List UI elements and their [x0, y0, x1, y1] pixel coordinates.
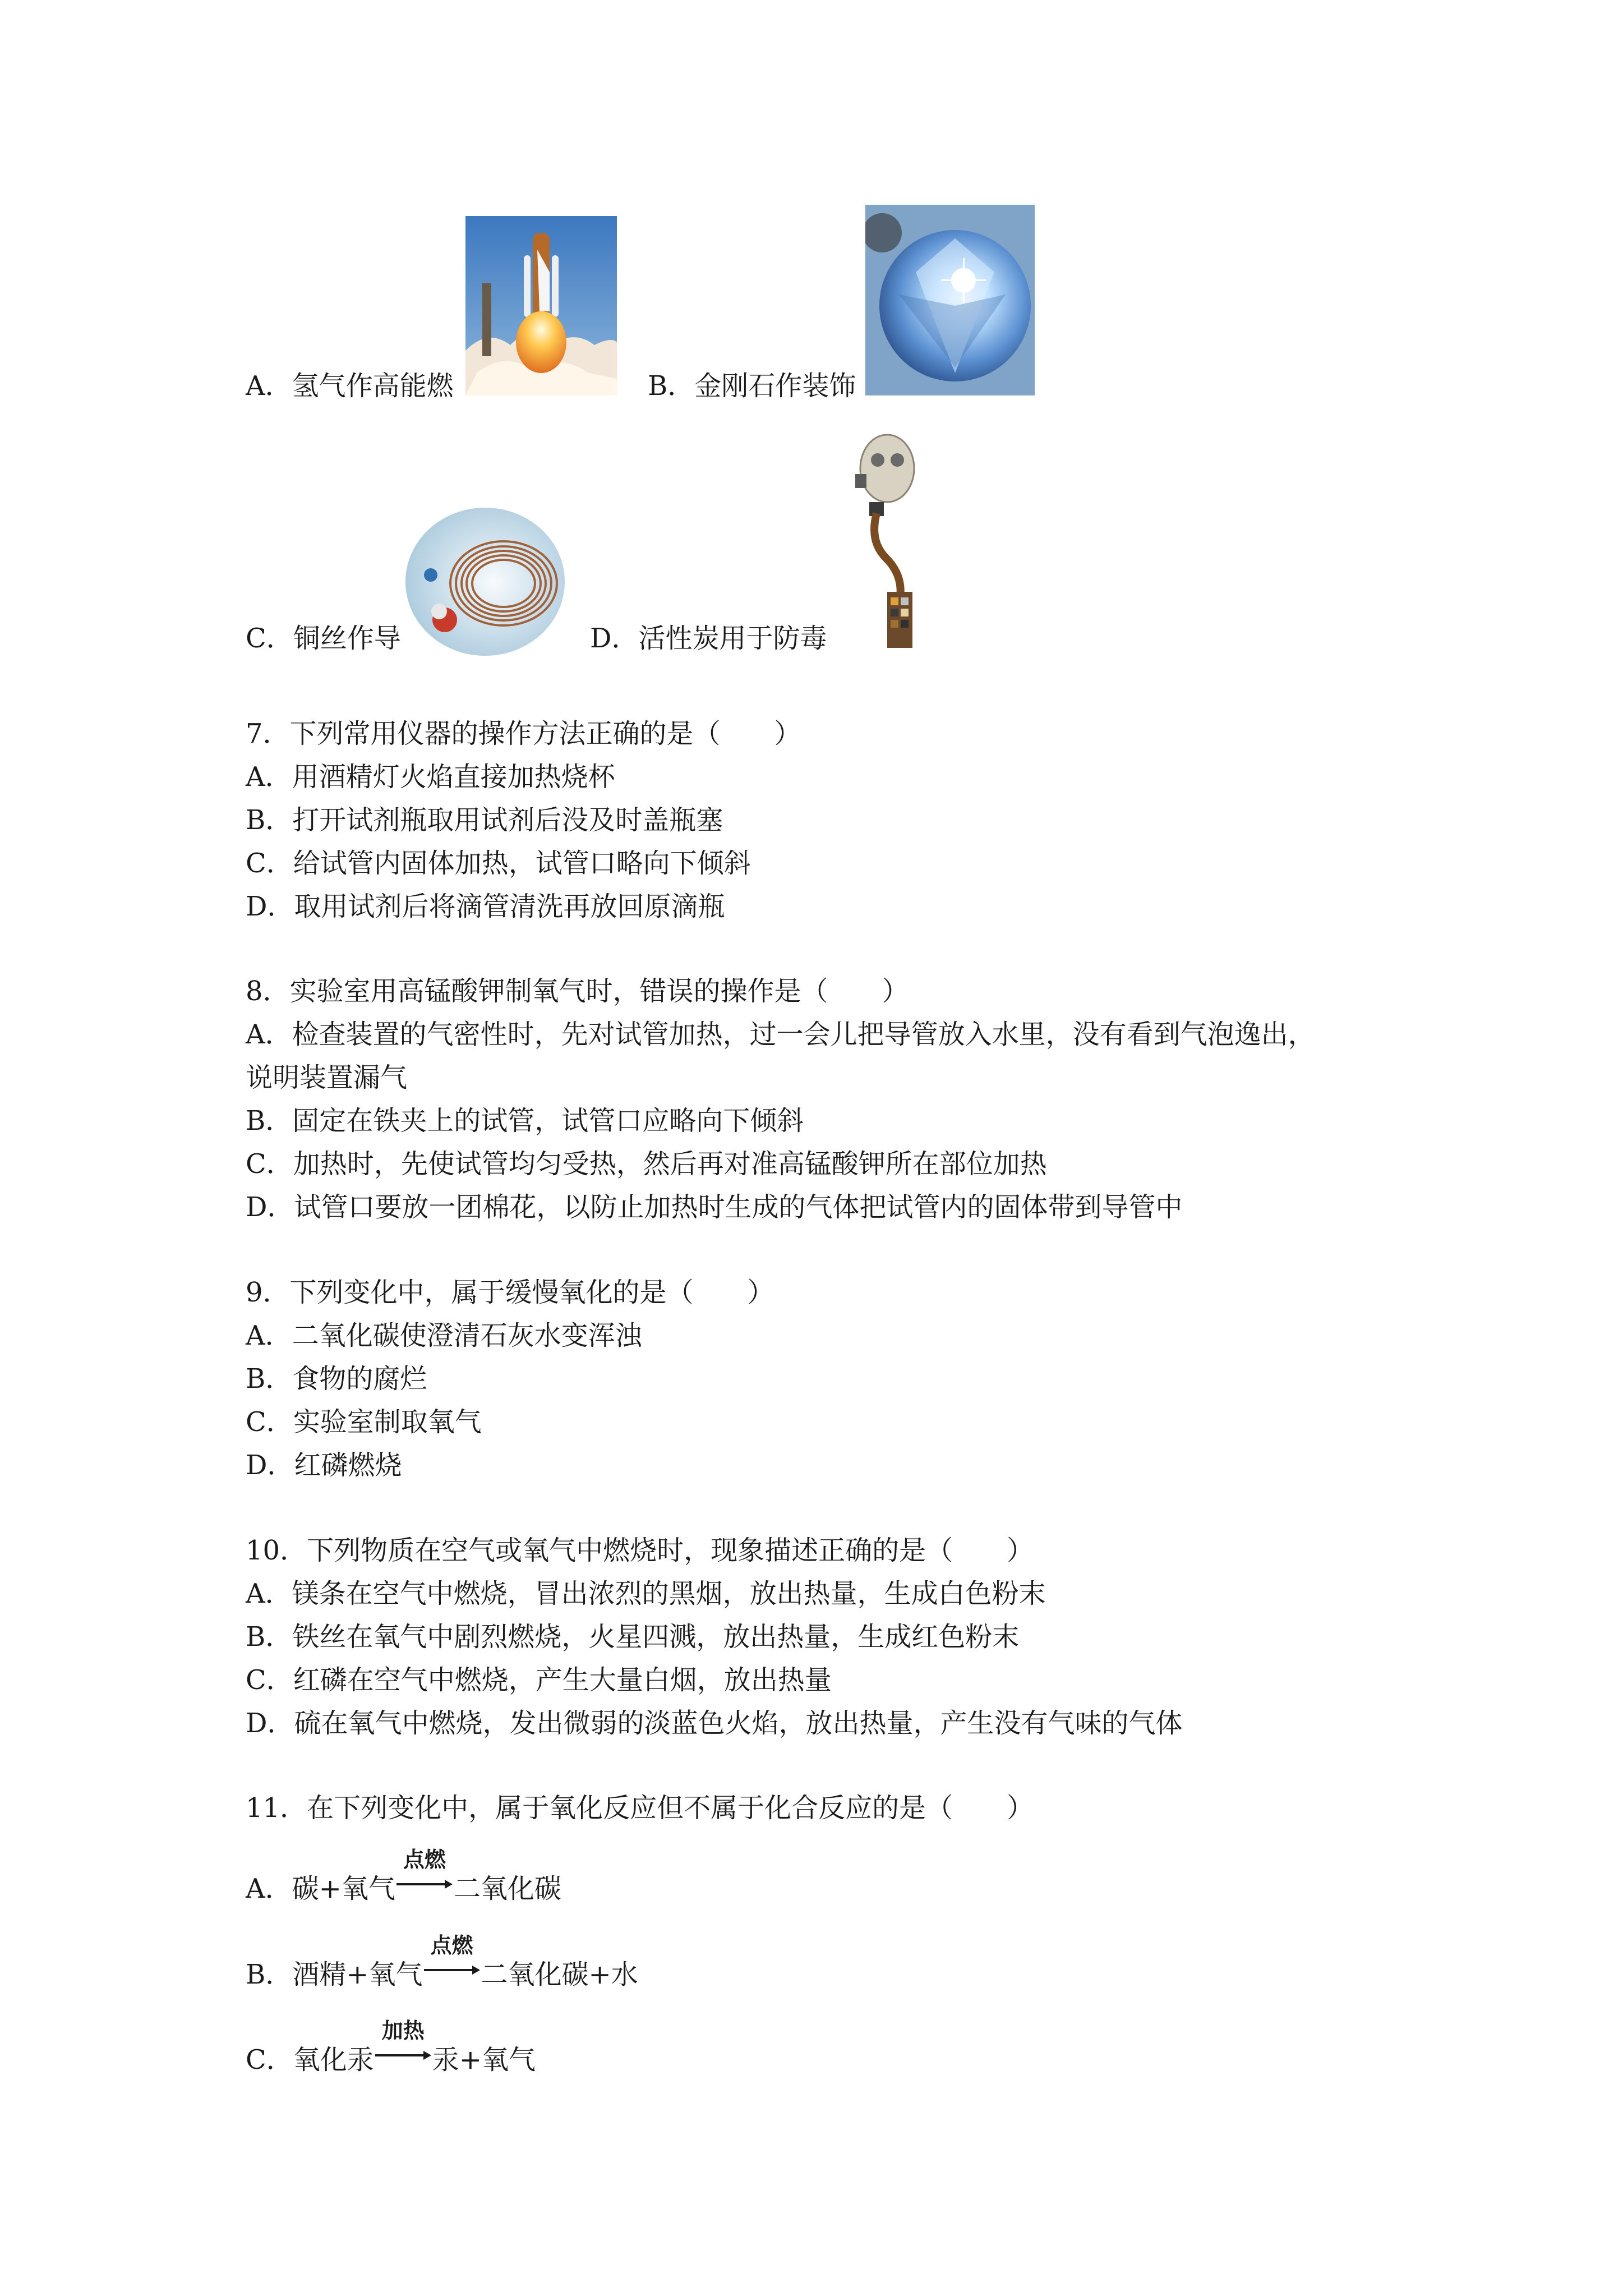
q11-option-b — [246, 1933, 638, 1991]
q9-option-a: A．二氧化碳使澄清石灰水变浑浊 — [246, 1320, 642, 1351]
q10-option-b: B．铁丝在氧气中剧烈燃烧，火星四溅，放出热量，生成红色粉末 — [246, 1621, 1020, 1653]
gas-mask-image — [847, 429, 923, 654]
q11-option-c — [246, 2018, 536, 2077]
products: 汞+氧气 — [432, 2044, 536, 2076]
reaction-arrow — [396, 1847, 453, 1898]
q10-option-a: A．镁条在空气中燃烧，冒出浓烈的黑烟，放出热量，生成白色粉末 — [246, 1578, 1046, 1609]
q7-stem: 7．下列常用仪器的操作方法正确的是（ ） — [246, 718, 801, 749]
q8-option-b: B．固定在铁夹上的试管，试管口应略向下倾斜 — [246, 1105, 804, 1137]
q10-option-c: C．红磷在空气中燃烧，产生大量白烟，放出热量 — [246, 1664, 832, 1696]
q8-option-d: D．试管口要放一团棉花，以防止加热时生成的气体把试管内的固体带到导管中 — [246, 1191, 1183, 1223]
copper-wire-image — [405, 508, 565, 656]
q7-option-b: B．打开试剂瓶取用试剂后没及时盖瓶塞 — [246, 804, 723, 836]
q6-option-a: A．氢气作高能燃 — [246, 370, 454, 402]
reactants: B．酒精+氧气 — [246, 1959, 423, 1990]
products: 二氧化碳+水 — [481, 1959, 638, 1990]
reactants: A．碳+氧气 — [246, 1873, 395, 1904]
q11-stem: 11．在下列变化中，属于氧化反应但不属于化合反应的是（ ） — [246, 1792, 1034, 1824]
q6-option-b: B．金刚石作装饰 — [648, 370, 856, 402]
q11-option-a — [246, 1847, 561, 1906]
q9-option-d: D．红磷燃烧 — [246, 1450, 402, 1481]
q9-stem: 9．下列变化中，属于缓慢氧化的是（ ） — [246, 1277, 774, 1308]
products: 二氧化碳 — [453, 1873, 561, 1904]
rocket-launch-image — [465, 216, 617, 395]
q7-option-a: A．用酒精灯火焰直接加热烧杯 — [246, 761, 615, 793]
q9-option-c: C．实验室制取氧气 — [246, 1406, 482, 1438]
reaction-condition: 加热 — [381, 2018, 425, 2043]
reactants: C．氧化汞 — [246, 2044, 374, 2076]
q9-option-b: B．食物的腐烂 — [246, 1363, 427, 1395]
q10-option-d: D．硫在氧气中燃烧，发出微弱的淡蓝色火焰，放出热量，产生没有气味的气体 — [246, 1708, 1183, 1739]
q6-option-c: C．铜丝作导 — [246, 623, 401, 654]
q7-option-c: C．给试管内固体加热，试管口略向下倾斜 — [246, 848, 751, 879]
q8-option-a-line2: 说明装置漏气 — [246, 1062, 408, 1093]
q8-option-c: C．加热时，先使试管均匀受热，然后再对准高锰酸钾所在部位加热 — [246, 1148, 1047, 1180]
q8-stem: 8．实验室用高锰酸钾制氧气时，错误的操作是（ ） — [246, 976, 909, 1007]
q7-option-d: D．取用试剂后将滴管清洗再放回原滴瓶 — [246, 891, 725, 922]
reaction-condition: 点燃 — [430, 1933, 473, 1958]
diamond-image — [865, 205, 1035, 395]
q8-option-a-line1: A．检查装置的气密性时，先对试管加热，过一会儿把导管放入水里，没有看到气泡逸出， — [246, 1019, 1315, 1050]
reaction-condition: 点燃 — [403, 1847, 446, 1872]
reaction-arrow — [375, 2018, 431, 2069]
reaction-arrow — [424, 1933, 480, 1984]
q10-stem: 10．下列物质在空气或氧气中燃烧时，现象描述正确的是（ ） — [246, 1535, 1034, 1566]
q6-option-d: D．活性炭用于防毒 — [590, 623, 827, 654]
